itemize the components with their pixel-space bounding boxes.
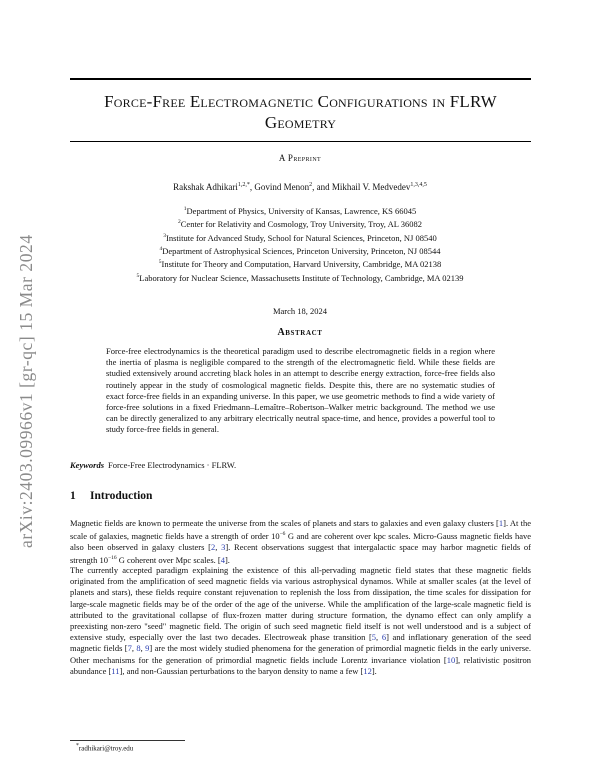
preprint-label: A Preprint [278, 153, 322, 163]
abstract-body: Force-free electrodynamics is the theoretical paradigm used to describe electromagnetic fields in a region where the inertia of plasma is negligible compared to the strength of the electromagnetic field. While these fields are studied extensively around accreting black holes in an attempt to describe energy extraction, force-free fields also routinely appear in the study of cosmological magnetic fields. Despite this, there are no systematic studies of exact force-free fields in an expanding universe. In this paper, we use geometric methods to find a wide variety of force-free solutions in a fixed Friedmann–Lemaître–Robertson–Walker metric background. The method we use can be directly generalized to any arbitrary electrically neutral space-time, and hence, provides a powerful tool to study force-free fields in general. [106, 346, 495, 435]
citation-link[interactable]: 4 [220, 555, 225, 566]
affiliation: $^1$Department of Physics, University of Kansas, Lawrence, KS 66045 [183, 205, 417, 216]
affiliation: $^5$Institute for Theory and Computation, Harvard University, Cambridge, MA 02138 [158, 259, 442, 270]
citation-link[interactable]: 10 [446, 654, 456, 665]
author-name: Mikhail V. Medvedev [331, 182, 411, 192]
citation-link[interactable]: 11 [111, 665, 120, 676]
author-affil-marks[interactable]: 2 [309, 182, 313, 188]
keywords-label: Keywords [70, 460, 104, 470]
citation-link[interactable]: 8 [136, 643, 141, 654]
intro-paragraph-2: The currently accepted paradigm explaining the existence of this all-pervading magnetic field states that these magnetic fields originated from the amplification of seed magnetic fields via various astrophysical dynamos. While at smaller scales (at the level of planets and stars), these fields require constant rejuvenation to replenish the loss from dissipation, the time scales for dissipation for large-scale magnetic fields may be of the order of the age of the universe. While the amplification of the large-scale magnetic field is attributed to the gravitational collapse of flux-frozen matter during structure formation, the dynamo effect can only amplify a preexisting non-zero "seed" magnetic field. The origin of such seed magnetic field itself is not well understood and is a subject of extensive study, especially over the last two decades. Electroweak phase transition [5, 6] and inflationary generation of the seed magnetic fields [7, 8, 9] are the most widely studied phenomena for the generation of primordial magnetic fields in the early universe. Other mechanisms for the generation of primordial magnetic fields include Lorentz invariance violation [10], relativistic positron abundance [11], and non-Gaussian perturbations to the baryon density to name a few [12]. [70, 565, 532, 676]
title-rule-top [70, 78, 531, 80]
affiliations [0, 204, 600, 284]
citation-link[interactable]: 9 [145, 643, 150, 654]
author-name: Rakshak Adhikari [173, 182, 238, 192]
affiliation: $^5$Laboratory for Nuclear Science, Massachusetts Institute of Technology, Cambridge, MA 02139 [136, 272, 464, 283]
citation-link[interactable]: 2 [210, 542, 216, 553]
affiliation: $^4$Department of Astrophysical Sciences, Princeton University, Princeton, NJ 08544 [159, 245, 441, 256]
author-affil-marks[interactable]: 1,2,* [237, 182, 250, 188]
affiliation: $^2$Center for Relativity and Cosmology, Troy University, Troy, AL 36082 [178, 219, 422, 230]
keywords-line [70, 460, 531, 470]
intro-paragraph-1: Magnetic fields are known to permeate the universe from the scales of planets and stars to galaxies and even galaxy clusters [1]. At the scale of galaxies, magnetic fields have a strength of order $10^{-6}$ G and are coherent over kpc scales. Micro-Gauss magnetic fields have also been observed in galaxy clusters [2, 3]. Recent observations suggest that intergalactic space may harbor magnetic fields of strength $10^{-16}$ G coherent over Mpc scales. [4]. [70, 518, 531, 566]
title-rule-bottom [70, 141, 531, 142]
title-line-1: Force-Free Electromagnetic Configurations in FLRW [104, 92, 497, 111]
citation-link[interactable]: 5 [371, 632, 377, 643]
author-affil-marks[interactable]: 1,3,4,5 [410, 182, 427, 188]
footnote [76, 743, 133, 752]
section-number: 1 [70, 490, 76, 502]
author-list: Rakshak Adhikari$^{1,2,*}$, Govind Menon$^2$, and Mikhail V. Medvedev$^{1,3,4,5}$ [173, 182, 427, 192]
footnote-email[interactable]: radhikari@troy.edu [78, 744, 134, 753]
abstract-heading: Abstract [277, 327, 323, 338]
author-name: Govind Menon [254, 182, 310, 192]
citation-link[interactable]: 6 [381, 632, 387, 643]
title-line-2: Geometry [264, 113, 337, 132]
keywords-text: Force-Free Electrodynamics · FLRW. [108, 460, 237, 470]
footnote-mark: * [76, 743, 79, 749]
citation-link[interactable]: 1 [498, 518, 504, 528]
citation-link[interactable]: 7 [127, 643, 132, 654]
citation-link[interactable]: 12 [363, 665, 372, 676]
citation-link[interactable]: 3 [221, 542, 226, 553]
paper-title [70, 91, 531, 133]
section-title: Introduction [90, 490, 153, 502]
paper-date: March 18, 2024 [272, 306, 328, 316]
arxiv-stamp: arXiv:2403.09966v1 [gr-qc] 15 Mar 2024 [16, 234, 36, 548]
footnote-rule [70, 740, 185, 741]
section-heading-introduction [70, 490, 152, 502]
affiliation: $^3$Institute for Advanced Study, School for Natural Sciences, Princeton, NJ 08540 [163, 232, 437, 243]
